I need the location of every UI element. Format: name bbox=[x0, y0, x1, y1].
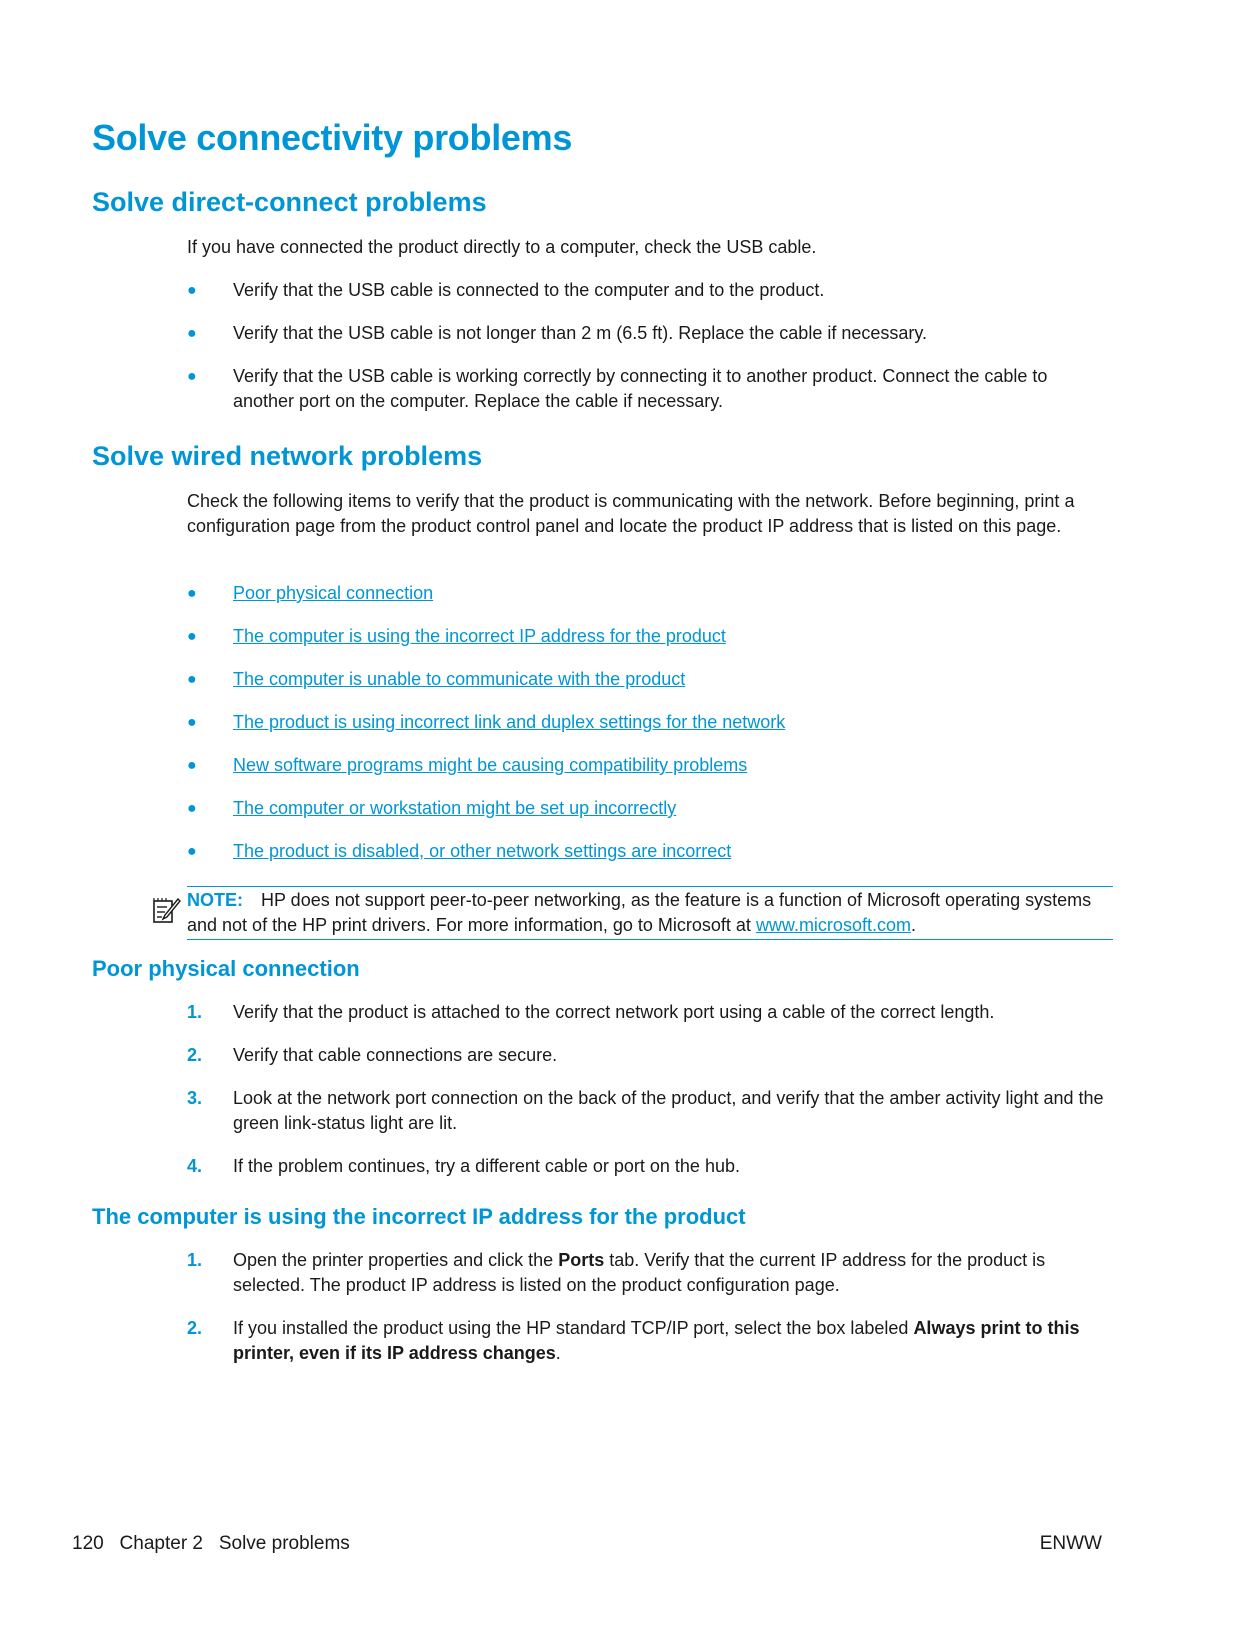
list-item bbox=[187, 278, 1107, 303]
link-compatibility-problems[interactable]: New software programs might be causing compatibility problems bbox=[233, 755, 748, 775]
list-item bbox=[187, 1248, 1107, 1298]
step-text: Verify that cable connections are secure. bbox=[233, 1045, 558, 1065]
section-heading-incorrect-ip: The computer is using the incorrect IP address for the product bbox=[92, 1204, 746, 1229]
bullet-icon: ● bbox=[187, 282, 197, 299]
section-heading-poor-physical-connection: Poor physical connection bbox=[92, 956, 360, 981]
bullet-icon: ● bbox=[187, 585, 197, 602]
list-item bbox=[187, 321, 1107, 346]
bullet-icon: ● bbox=[187, 757, 197, 774]
step-number: 1. bbox=[187, 1002, 203, 1022]
note-text bbox=[187, 888, 1113, 938]
note-pencil-icon bbox=[151, 895, 181, 925]
list-item-text: Verify that the USB cable is not longer than 2 m (6.5 ft). Replace the cable if necessary. bbox=[233, 323, 928, 343]
step-number: 2. bbox=[187, 1045, 203, 1065]
note-body: HP does not support peer-to-peer networking, as the feature is a function of Microsoft operating systems and not of the HP print drivers. For more information, go to Microsoft at bbox=[187, 890, 1092, 935]
page-title: Solve connectivity problems bbox=[92, 117, 573, 158]
link-workstation-setup[interactable]: The computer or workstation might be set up incorrectly bbox=[233, 798, 677, 818]
note-box bbox=[187, 886, 1113, 940]
step-text: Verify that the product is attached to the correct network port using a cable of the correct length. bbox=[233, 1002, 995, 1022]
bullet-icon: ● bbox=[187, 368, 197, 385]
bullet-icon: ● bbox=[187, 800, 197, 817]
link-microsoft[interactable]: www.microsoft.com bbox=[755, 915, 911, 935]
link-unable-to-communicate[interactable]: The computer is unable to communicate with the product bbox=[233, 669, 686, 689]
list-item bbox=[187, 1000, 1107, 1025]
section-heading-direct-connect: Solve direct-connect problems bbox=[92, 187, 487, 217]
list-item bbox=[187, 710, 1107, 735]
list-item-text: Verify that the USB cable is working correctly by connecting it to another product. Connect the cable to another port on the computer. Replace the cable if necessary. bbox=[233, 366, 1048, 411]
always-print-option-label: Always print to this printer, even if its IP address changes bbox=[233, 1318, 1080, 1363]
list-item bbox=[187, 667, 1107, 692]
list-item bbox=[187, 839, 1107, 864]
step-number: 2. bbox=[187, 1318, 203, 1338]
link-link-duplex-settings[interactable]: The product is using incorrect link and duplex settings for the network bbox=[233, 712, 786, 732]
bullet-icon: ● bbox=[187, 325, 197, 342]
note-end: . bbox=[910, 915, 916, 935]
bullet-icon: ● bbox=[187, 843, 197, 860]
ports-tab-label: Ports bbox=[558, 1250, 605, 1270]
list-item bbox=[187, 1316, 1107, 1366]
step-text: If the problem continues, try a different cable or port on the hub. bbox=[233, 1156, 740, 1176]
footer-chapter: Chapter 2 bbox=[119, 1533, 203, 1554]
list-item bbox=[187, 624, 1107, 649]
bullet-icon: ● bbox=[187, 628, 197, 645]
step-text: If you installed the product using the HP standard TCP/IP port, select the box labeled Always print to this printer, even if its IP address changes. bbox=[233, 1318, 1080, 1363]
bullet-icon: ● bbox=[187, 714, 197, 731]
section-heading-wired-network: Solve wired network problems bbox=[92, 441, 483, 471]
list-item-text: Verify that the USB cable is connected to the computer and to the product. bbox=[233, 280, 825, 300]
wired-intro: Check the following items to verify that the product is communicating with the network. Before beginning, print a configuration page from the product control panel and locate the product IP address that is listed on this page. bbox=[187, 491, 1075, 536]
list-item bbox=[187, 796, 1107, 821]
bullet-icon: ● bbox=[187, 671, 197, 688]
list-item bbox=[187, 581, 1107, 606]
step-text: Look at the network port connection on the back of the product, and verify that the amber activity light and the green link-status light are lit. bbox=[233, 1088, 1104, 1133]
list-item bbox=[187, 753, 1107, 778]
page-number: 120 bbox=[72, 1533, 104, 1554]
footer-section: Solve problems bbox=[218, 1533, 350, 1554]
step-number: 1. bbox=[187, 1250, 203, 1270]
link-incorrect-ip-address[interactable]: The computer is using the incorrect IP address for the product bbox=[233, 626, 726, 646]
list-item bbox=[187, 1086, 1107, 1136]
link-poor-physical-connection[interactable]: Poor physical connection bbox=[233, 583, 434, 603]
step-number: 3. bbox=[187, 1088, 203, 1108]
list-item bbox=[187, 1043, 1107, 1068]
list-item bbox=[187, 1154, 1107, 1179]
list-item bbox=[187, 364, 1107, 414]
link-product-disabled[interactable]: The product is disabled, or other network settings are incorrect bbox=[233, 841, 732, 861]
note-label: NOTE: bbox=[187, 890, 243, 910]
step-number: 4. bbox=[187, 1156, 203, 1176]
step-text: Open the printer properties and click the Ports tab. Verify that the current IP address for the product is selected. The product IP address is listed on the product configuration page. bbox=[233, 1250, 1046, 1295]
footer-left bbox=[72, 1531, 350, 1556]
direct-intro: If you have connected the product directly to a computer, check the USB cable. bbox=[187, 237, 817, 257]
footer-right: ENWW bbox=[1039, 1533, 1102, 1554]
